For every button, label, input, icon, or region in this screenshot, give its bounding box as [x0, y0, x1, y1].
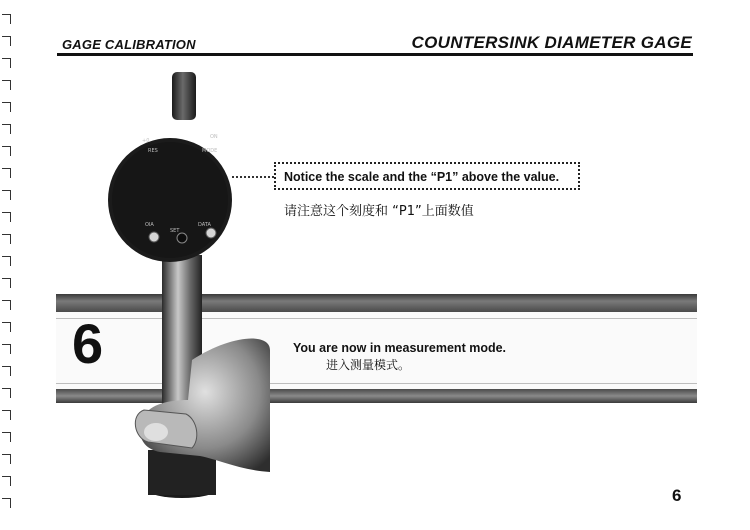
- svg-text:MODE: MODE: [202, 148, 218, 154]
- document-title: COUNTERSINK DIAMETER GAGE: [411, 33, 692, 52]
- svg-text:+0: +0: [142, 138, 150, 144]
- svg-text:ON: ON: [210, 134, 218, 140]
- callout-text-en: Notice the scale and the “P1” above the value.: [284, 170, 560, 184]
- callout-leader: [232, 176, 274, 178]
- svg-text:DATA: DATA: [198, 222, 211, 228]
- dial-gage-photo: [100, 60, 290, 500]
- step-text-zh: 进入测量模式。: [326, 358, 411, 372]
- header-rule: [57, 53, 693, 56]
- step-text-en: You are now in measurement mode.: [293, 341, 507, 355]
- page-number: 6: [672, 486, 682, 505]
- callout-text-zh: 请注意这个刻度和 “P1”上面数值: [284, 204, 474, 219]
- step-number: 6: [72, 312, 104, 375]
- svg-text:SET: SET: [170, 228, 180, 234]
- svg-text:RES: RES: [148, 148, 158, 154]
- svg-text:OIA: OIA: [145, 222, 154, 228]
- binding-edge: [0, 0, 14, 530]
- section-title: GAGE CALIBRATION: [62, 37, 196, 52]
